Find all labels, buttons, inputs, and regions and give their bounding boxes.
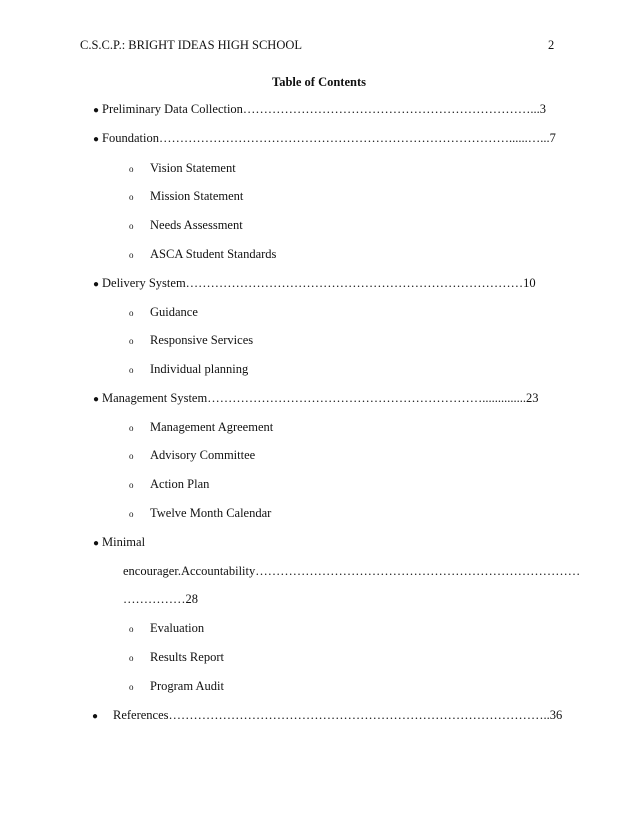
- hollow-bullet-icon: o: [129, 624, 134, 634]
- toc-subentry-needs-assessment[interactable]: [129, 218, 243, 233]
- toc-entry-foundation[interactable]: [93, 131, 556, 146]
- hollow-bullet-icon: o: [129, 192, 134, 202]
- toc-entry-label: Minimal: [102, 535, 146, 549]
- running-header: C.S.C.P.: BRIGHT IDEAS HIGH SCHOOL: [80, 38, 303, 52]
- toc-entry-references[interactable]: [92, 708, 562, 723]
- toc-subentry-label: Advisory Committee: [150, 448, 256, 462]
- toc-entry-preliminary-data[interactable]: [93, 102, 546, 117]
- toc-entry-label: Preliminary Data Collection……………………………………………………………...3: [102, 102, 547, 116]
- toc-entry-label: Delivery System………………………………………………………………………10: [102, 276, 536, 290]
- toc-entry-continuation: encourager.Accountability……………………………………………………………………: [123, 564, 581, 578]
- toc-subentry-label: Management Agreement: [150, 420, 274, 434]
- hollow-bullet-icon: o: [129, 480, 134, 490]
- toc-subentry-action-plan[interactable]: [129, 477, 209, 492]
- hollow-bullet-icon: o: [129, 336, 134, 346]
- toc-subentry-evaluation[interactable]: [129, 621, 204, 636]
- toc-subentry-label: Vision Statement: [150, 161, 236, 175]
- toc-subentry-mission-statement[interactable]: [129, 189, 243, 204]
- toc-entry-continuation: ……………28: [123, 592, 198, 606]
- toc-subentry-label: ASCA Student Standards: [150, 247, 277, 261]
- toc-subentry-advisory-committee[interactable]: [129, 448, 255, 463]
- toc-subentry-label: Evaluation: [150, 621, 205, 635]
- toc-subentry-results-report[interactable]: [129, 650, 224, 665]
- hollow-bullet-icon: o: [129, 653, 134, 663]
- hollow-bullet-icon: o: [129, 682, 134, 692]
- hollow-bullet-icon: o: [129, 308, 134, 318]
- toc-subentry-twelve-month-calendar[interactable]: [129, 506, 271, 521]
- hollow-bullet-icon: o: [129, 164, 134, 174]
- toc-entry-management-system[interactable]: [93, 391, 538, 406]
- toc-subentry-label: Needs Assessment: [150, 218, 243, 232]
- hollow-bullet-icon: o: [129, 250, 134, 260]
- bullet-icon: ●: [93, 134, 100, 145]
- toc-subentry-individual-planning[interactable]: [129, 362, 248, 377]
- toc-subentry-label: Individual planning: [150, 362, 249, 376]
- toc-subentry-label: Mission Statement: [150, 189, 244, 203]
- bullet-icon: ●: [92, 711, 99, 722]
- hollow-bullet-icon: o: [129, 423, 134, 433]
- toc-subentry-vision-statement[interactable]: [129, 161, 236, 176]
- page-number: 2: [548, 38, 555, 52]
- toc-subentry-label: Program Audit: [150, 679, 224, 693]
- toc-subentry-responsive-services[interactable]: [129, 333, 253, 348]
- toc-subentry-label: Guidance: [150, 305, 198, 319]
- bullet-icon: ●: [93, 394, 100, 405]
- hollow-bullet-icon: o: [129, 509, 134, 519]
- hollow-bullet-icon: o: [129, 365, 134, 375]
- toc-subentry-program-audit[interactable]: [129, 679, 224, 694]
- toc-entry-label: Management System…………………………………………………………..............23: [102, 391, 539, 405]
- hollow-bullet-icon: o: [129, 451, 134, 461]
- toc-subentry-label: Results Report: [150, 650, 224, 664]
- toc-subentry-label: Action Plan: [150, 477, 210, 491]
- toc-subentry-asca-standards[interactable]: [129, 247, 276, 262]
- bullet-icon: ●: [93, 538, 100, 549]
- toc-subentry-management-agreement[interactable]: [129, 420, 273, 435]
- bullet-icon: ●: [93, 279, 100, 290]
- toc-entry-label: Foundation…………………………………………………………………………......…...7: [102, 131, 556, 145]
- toc-entry-label: References………………………………………………………………………………..36: [113, 708, 563, 722]
- toc-entry-delivery-system[interactable]: [93, 276, 536, 291]
- toc-subentry-label: Responsive Services: [150, 333, 254, 347]
- toc-subentry-label: Twelve Month Calendar: [150, 506, 272, 520]
- hollow-bullet-icon: o: [129, 221, 134, 231]
- toc-title: Table of Contents: [272, 75, 366, 89]
- bullet-icon: ●: [93, 105, 100, 116]
- toc-entry-accountability[interactable]: [93, 535, 145, 550]
- toc-subentry-guidance[interactable]: [129, 305, 198, 320]
